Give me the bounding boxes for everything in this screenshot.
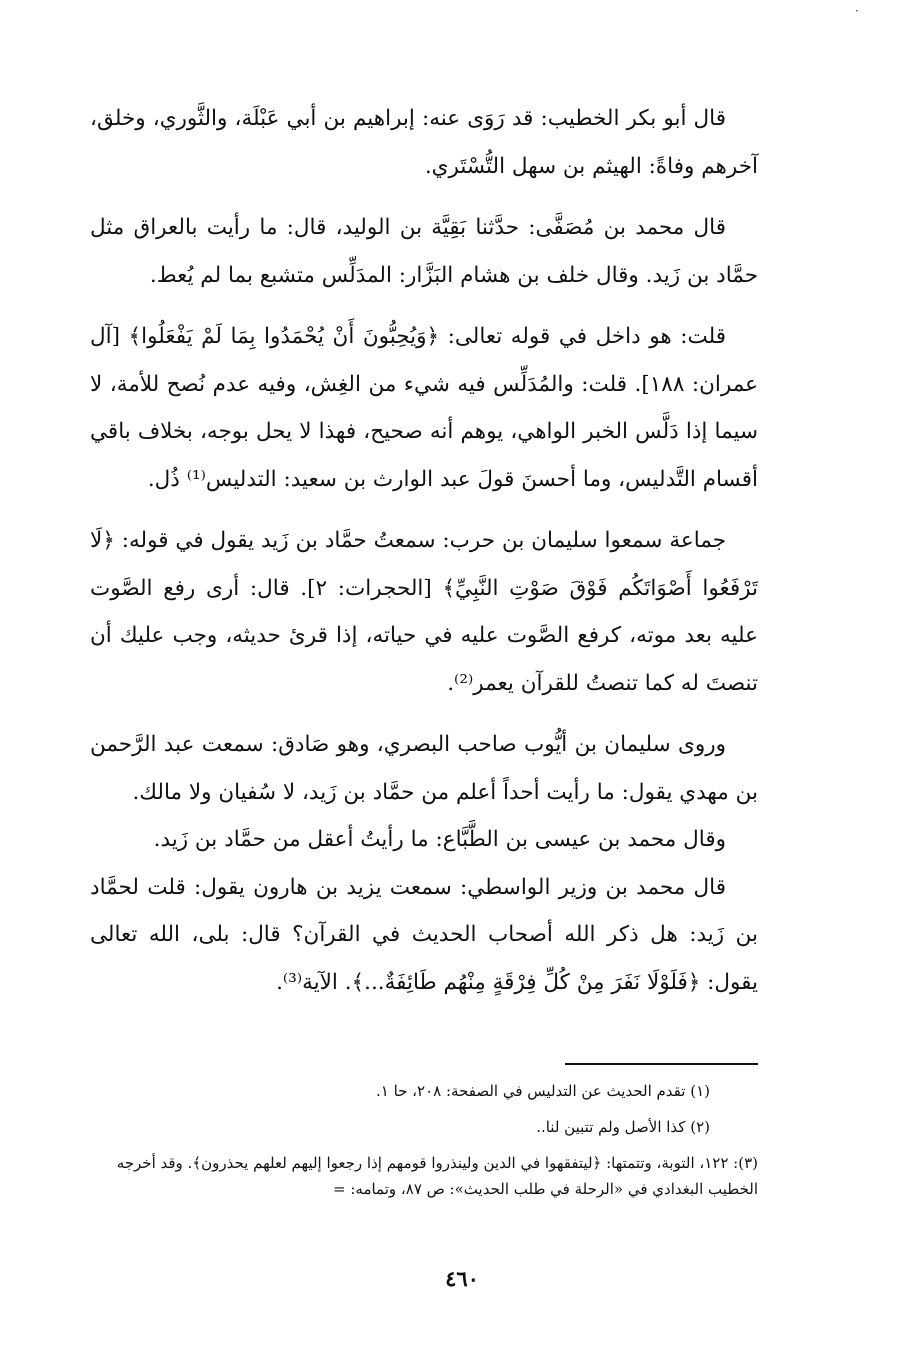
paragraph-7: قال محمد بن وزير الواسطي: سمعت يزيد بن هارون يقول: قلت لحمَّاد بن زَيد: هل ذكر الله أصحاب الحديث في القرآن؟ قال: بلى، الله تعالى يقول: ﴿فَلَوْلَا نَفَرَ مِنْ كُلِّ فِرْقَةٍ مِنْهُم طَائِفَةٌ...﴾. الآية⁽³⁾. (90, 874, 758, 995)
footnote-3: (٣): ١٢٢، التوبة، وتتمتها: ﴿ليتفقهوا في الدين ولينذروا قومهم إذا رجعوا إليهم لعلهم يحذرون﴾. وقد أخرجه الخطيب البغدادي في «الرحلة في طلب الحديث»: ص ٨٧، وتمامه: = (116, 1154, 758, 1198)
corner-mark: · (855, 4, 859, 18)
page-number: ٤٦٠ (445, 1266, 479, 1291)
paragraph-1: قال أبو بكر الخطيب: قد رَوَى عنه: إبراهيم بن أبي عَبْلَة، والثَّوري، وخلق، آخرهم وفاةً: الهيثم بن سهل التُّسْتَري. (90, 106, 758, 179)
footnote-1: (١) تقدم الحديث عن التدليس في الصفحة: ٢٠٨، حا ١. (375, 1082, 710, 1100)
footnote-2: (٢) كذا الأصل ولم تتبين لنا.. (536, 1118, 710, 1136)
main-text (90, 95, 758, 1006)
footnote-divider (565, 1063, 758, 1065)
paragraph-5: وروى سليمان بن أيُّوب صاحب البصري، وهو صَادق: سمعت عبد الرَّحمن بن مهدي يقول: ما رأيت أحداً أعلم من حمَّاد بن زَيد، لا سُفيان ولا مالك. (90, 732, 758, 805)
paragraph-4: جماعة سمعوا سليمان بن حرب: سمعتُ حمَّاد بن زَيد يقول في قوله: ﴿لَا تَرْفَعُوا أَصْوَاتَكُم فَوْقَ صَوْتِ النَّبِيِّ﴾ [الحجرات: ٢]. قال: أرى رفع الصَّوت عليه بعد موته، كرفع الصَّوت عليه في حياته، إذا قرئ حديثه، وجب عليك أن تنصتَ له كما تنصتُ للقرآن يعمر⁽²⁾. (90, 528, 758, 696)
footnotes (90, 1078, 758, 1212)
paragraph-6: وقال محمد بن عيسى بن الطَّبَّاع: ما رأيتُ أعقل من حمَّاد بن زَيد. (153, 827, 726, 852)
paragraph-3: قلت: هو داخل في قوله تعالى: ﴿وَيُحِبُّونَ أَنْ يُحْمَدُوا بِمَا لَمْ يَفْعَلُوا﴾ [آل عمران: ١٨٨]. قلت: والمُدَلِّس فيه شيء من الغِش، وفيه عدم نُصح للأمة، لا سيما إذا دَلَّس الخبر الواهي، يوهم أنه صحيح، فهذا لا يحل بوجه، بخلاف باقي أقسام التَّدليس، وما أحسنَ قولَ عبد الوارث بن سعيد: التدليس⁽¹⁾ ذُل. (90, 324, 758, 492)
paragraph-2: قال محمد بن مُصَفَّى: حدَّثنا بَقِيَّة بن الوليد، قال: ما رأيت بالعراق مثل حمَّاد بن زَيد. وقال خلف بن هشام البَزَّار: المدَلِّس متشبع بما لم يُعط. (90, 215, 758, 288)
